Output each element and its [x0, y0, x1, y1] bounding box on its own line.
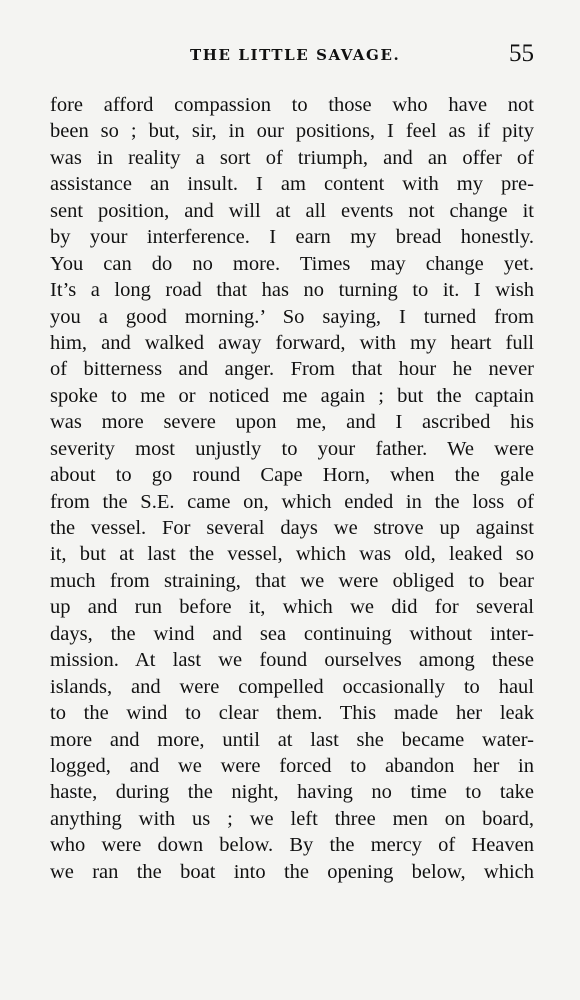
text-line: haste, during the night, having no time to take — [50, 781, 534, 804]
text-line: islands, and were compelled occasionally to haul — [50, 675, 534, 698]
text-line: assistance an insult. I am content with my pre- — [50, 173, 534, 196]
text-line: by your interference. I earn my bread honestly. — [50, 226, 534, 249]
text-line: more and more, until at last she became water- — [50, 728, 534, 751]
text-line: You can do no more. Times may change yet. — [50, 252, 534, 275]
body-text — [50, 92, 534, 885]
text-line: was more severe upon me, and I ascribed his — [50, 411, 534, 434]
text-line: mission. At last we found ourselves among these — [50, 649, 534, 672]
text-line: sent position, and will at all events not change it — [50, 199, 534, 222]
text-line: up and run before it, which we did for several — [50, 596, 534, 619]
text-line: of bitterness and anger. From that hour he never — [50, 358, 534, 381]
text-line: it, but at last the vessel, which was old, leaked so — [50, 543, 534, 566]
text-line: fore afford compassion to those who have not — [50, 94, 534, 116]
text-line: you a good morning.’ So saying, I turned from — [50, 305, 534, 328]
page-header — [50, 40, 534, 76]
text-line: It’s a long road that has no turning to it. I wish — [50, 279, 534, 302]
text-line: to the wind to clear them. This made her leak — [50, 702, 534, 725]
text-line: who were down below. By the mercy of Heaven — [50, 834, 534, 857]
text-line: anything with us ; we left three men on board, — [50, 807, 534, 830]
text-line: much from straining, that we were obliged to bear — [50, 569, 534, 592]
text-line: spoke to me or noticed me again ; but the captain — [50, 384, 534, 407]
text-line: was in reality a sort of triumph, and an offer of — [50, 146, 534, 169]
running-title: THE LITTLE SAVAGE. — [190, 46, 401, 64]
text-line: severity most unjustly to your father. We were — [50, 437, 534, 460]
text-line: the vessel. For several days we strove up against — [50, 517, 534, 539]
text-line: from the S.E. came on, which ended in the loss of — [50, 490, 534, 513]
text-line: logged, and we were forced to abandon her in — [50, 754, 534, 777]
text-line: we ran the boat into the opening below, which — [50, 860, 534, 883]
page-number: 55 — [509, 40, 534, 67]
text-line: about to go round Cape Horn, when the gale — [50, 464, 534, 487]
text-line: been so ; but, sir, in our positions, I feel as if pity — [50, 120, 534, 143]
text-line: him, and walked away forward, with my heart full — [50, 331, 534, 354]
text-line: days, the wind and sea continuing without inter- — [50, 622, 534, 645]
